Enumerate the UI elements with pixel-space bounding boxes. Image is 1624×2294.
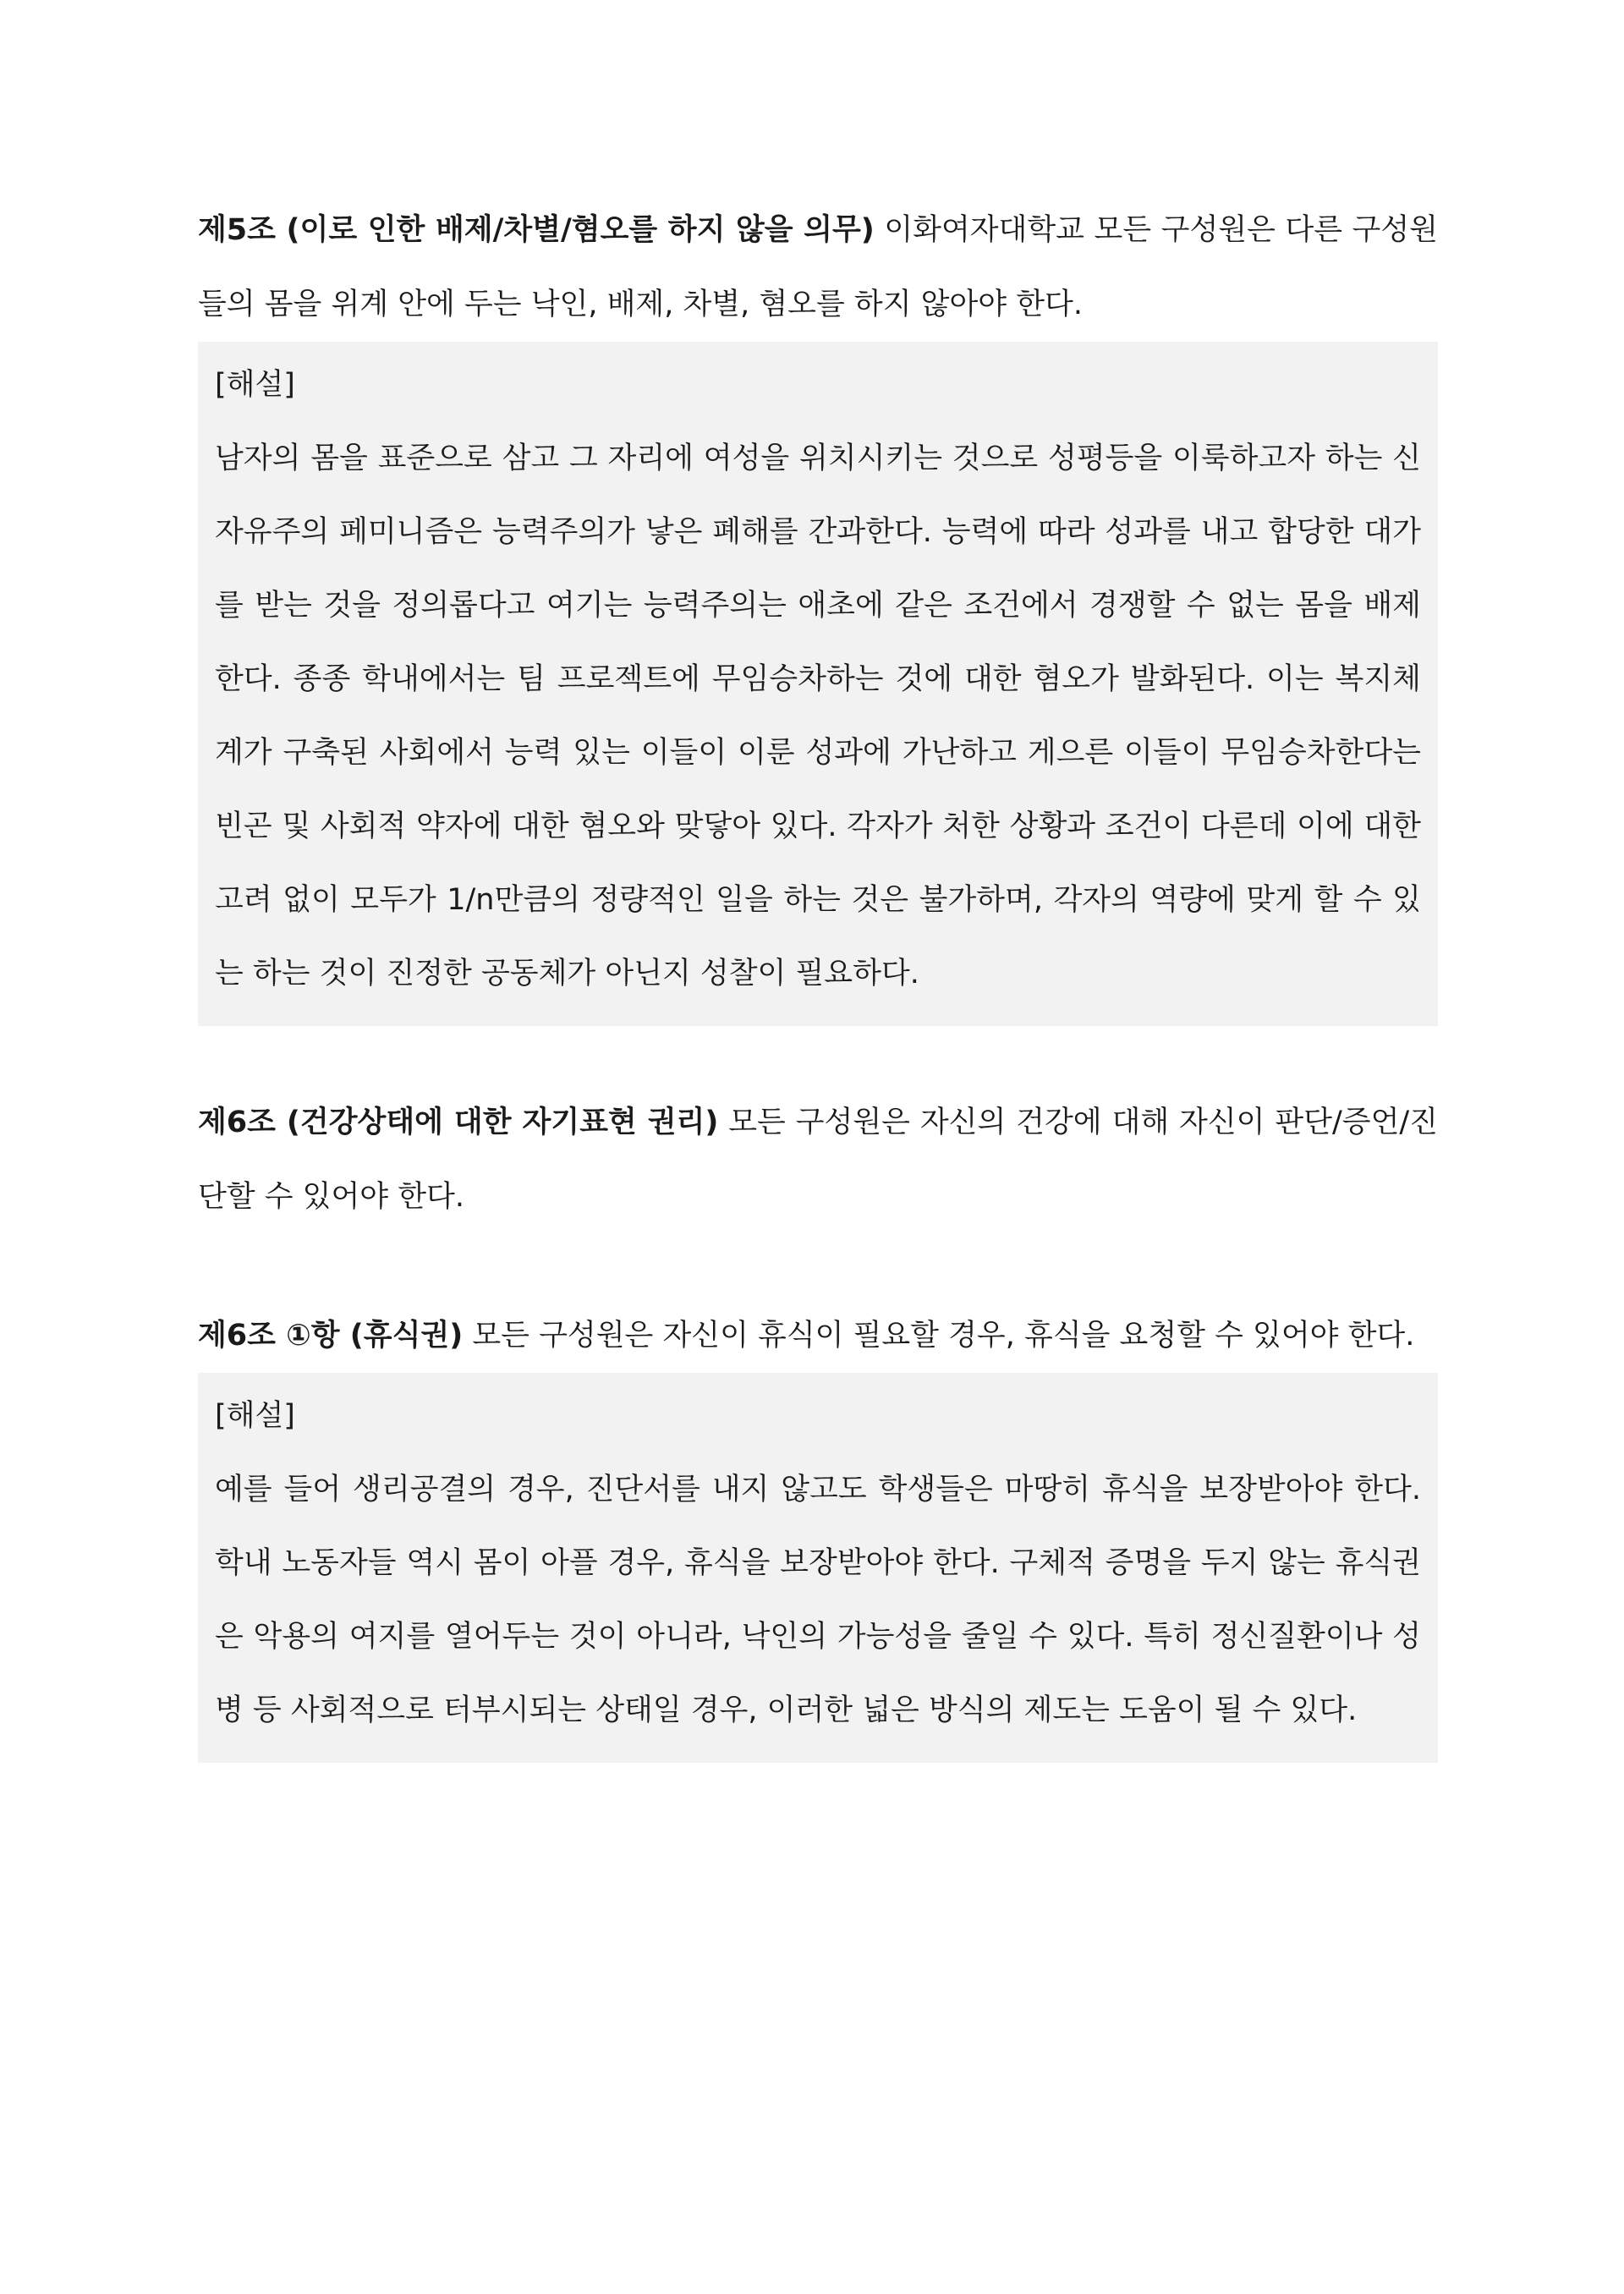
commentary-text: 남자의 몸을 표준으로 삼고 그 자리에 여성을 위치시키는 것으로 성평등을 이룩하고자 하는 신자유주의 페미니즘은 능력주의가 낳은 폐해를 간과한다. 능력에 따라 성과를 내고 합당한 대가를 받는 것을 정의롭다고 여기는 능력주의는 애초에 같은 조건에서 경쟁할 수 없는 몸을 배제한다. 종종 학내에서는 팀 프로젝트에 무임승차하는 것에 대한 혐오가 발화된다. 이는 복지체계가 구축된 사회에서 능력 있는 이들이 이룬 성과에 가난하고 게으른 이들이 무임승차한다는 빈곤 및 사회적 약자에 대한 혐오와 맞닿아 있다. 각자가 처한 상황과 조건이 다른데 이에 대한 고려 없이 모두가 1/n만큼의 정량적인 일을 하는 것은 불가하며, 각자의 역량에 맞게 할 수 있는 하는 것이 진정한 공동체가 아닌지 성찰이 필요하다. <box>215 442 1421 991</box>
document-page <box>198 193 1438 1763</box>
article-5-heading: 제5조 (이로 인한 배제/차별/혐오를 하지 않을 의무) <box>198 213 875 247</box>
article-6 <box>198 1085 1438 1234</box>
article-6-1 <box>198 1298 1438 1373</box>
commentary-label: [해설] <box>215 1399 295 1433</box>
commentary-box-article-6-1 <box>198 1373 1438 1763</box>
article-6-body: 모든 구성원은 자신의 건강에 대해 자신이 판단/증언/진단할 수 있어야 한다. <box>198 1106 1438 1214</box>
article-6-1-heading: 제6조 ①항 (휴식권) <box>198 1319 464 1353</box>
commentary-box-article-5 <box>198 342 1438 1026</box>
commentary-text: 예를 들어 생리공결의 경우, 진단서를 내지 않고도 학생들은 마땅히 휴식을 보장받아야 한다. 학내 노동자들 역시 몸이 아플 경우, 휴식을 보장받아야 한다. 구체적 증명을 두지 않는 휴식권은 악용의 여지를 열어두는 것이 아니라, 낙인의 가능성을 줄일 수 있다. 특히 정신질환이나 성병 등 사회적으로 터부시되는 상태일 경우, 이러한 넓은 방식의 제도는 도움이 될 수 있다. <box>215 1473 1421 1727</box>
article-5-body: 이화여자대학교 모든 구성원은 다른 구성원들의 몸을 위계 안에 두는 낙인, 배제, 차별, 혐오를 하지 않아야 한다. <box>198 213 1438 321</box>
commentary-label: [해설] <box>215 368 295 402</box>
article-6-1-body: 모든 구성원은 자신이 휴식이 필요할 경우, 휴식을 요청할 수 있어야 한다. <box>463 1319 1415 1353</box>
article-5 <box>198 193 1438 342</box>
article-6-heading: 제6조 (건강상태에 대한 자기표현 권리) <box>198 1106 719 1139</box>
